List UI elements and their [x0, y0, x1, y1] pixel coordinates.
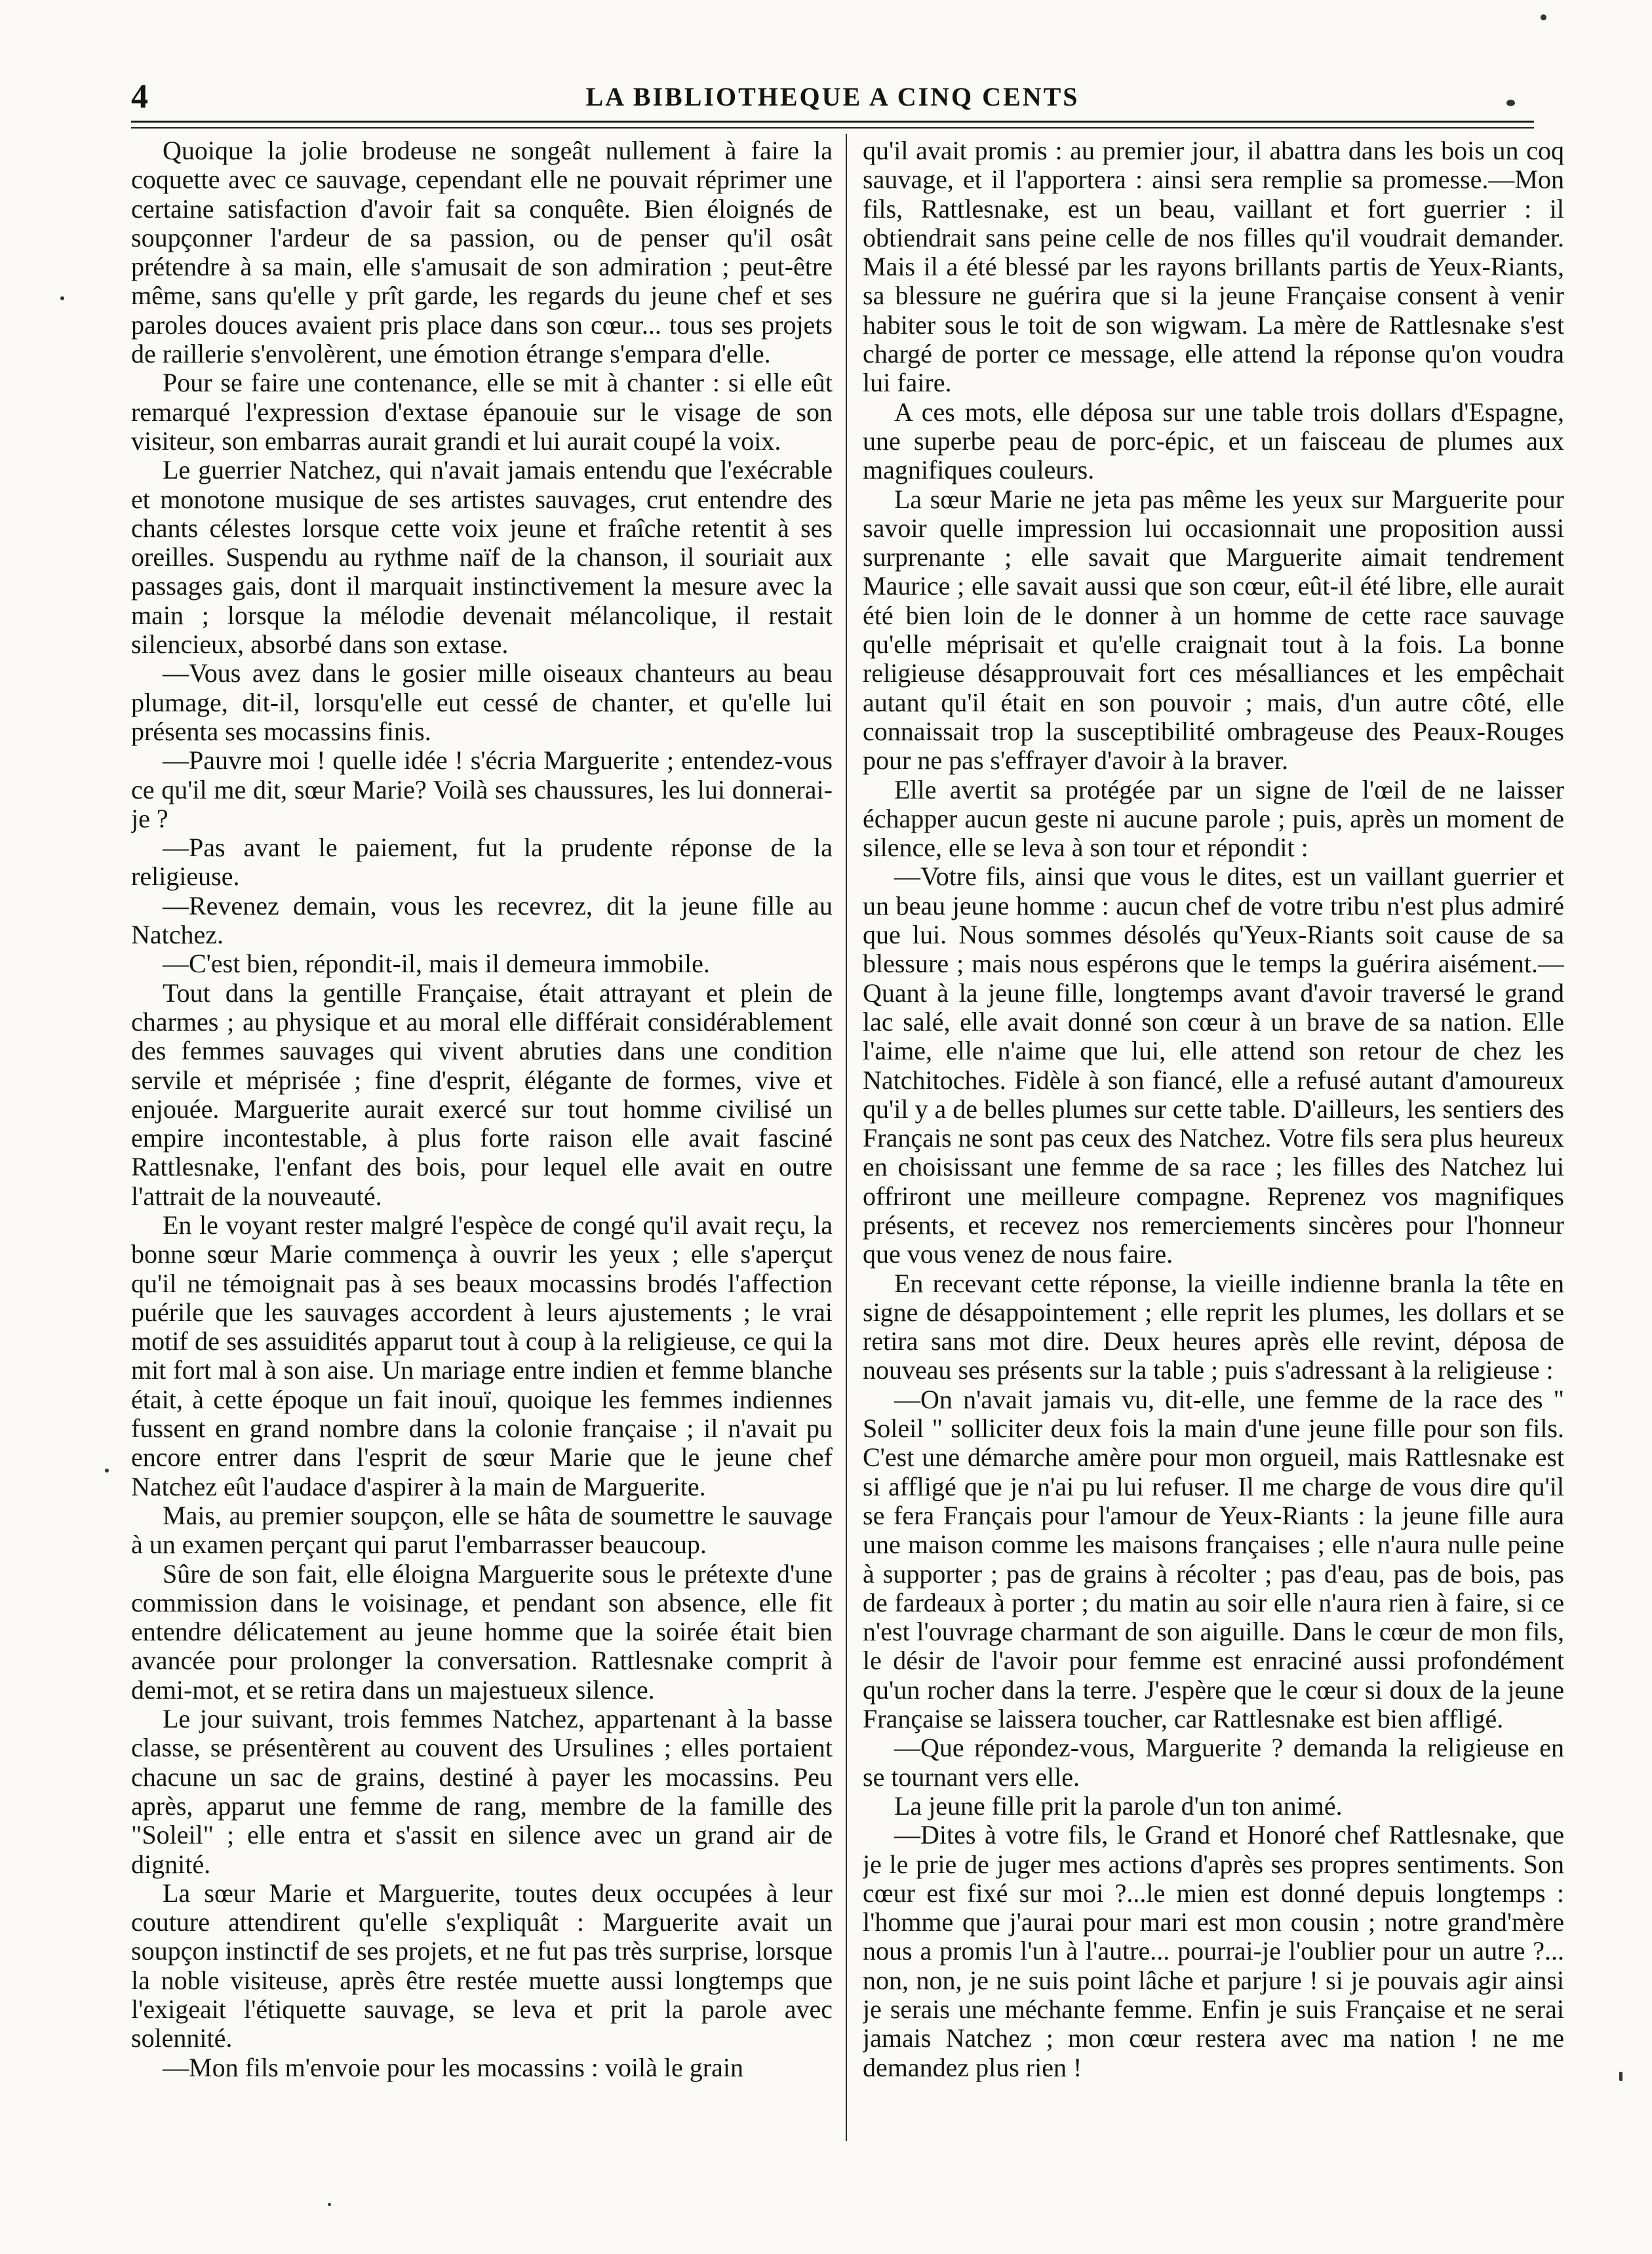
paragraph: —Mon fils m'envoie pour les mocassins : voilà le grain [163, 2052, 743, 2082]
paragraph: —Dites à votre fils, le Grand et Honoré chef Rattlesnake, que je le prie de juger mes actions d'après ses propres sentiments. Son cœur est fixé sur moi ?...le mien est donné depuis longtemps : l'homme que j'aurai pour mari est mon cousin ; notre grand'mère nous a promis l'un à l'autre... pourrai-je l'oublier pour un autre ?... non, non, je ne suis point lâche et parjure ! si je pouvais agir ainsi je serais une méchante femme. Enfin je suis Française et ne serai jamais Natchez ; mon cœur restera avec ma nation ! ne me demandez plus rien ! [863, 1820, 1564, 2082]
running-title: LA BIBLIOTHEQUE A CINQ CENTS [585, 82, 1080, 111]
paragraph: Tout dans la gentille Française, était attrayant et plein de charmes ; au physique et au moral elle différait considérablement des femmes sauvages qui vivent abruties dans une condition servile et méprisée ; fine d'esprit, élégante de formes, vive et enjouée. Marguerite aurait exercé sur tout homme civilisé un empire incontestable, à plus forte raison elle avait fasciné Rattlesnake, l'enfant des bois, pour lequel elle avait en outre l'attrait de la nouveauté. [131, 978, 833, 1211]
paragraph: Le guerrier Natchez, qui n'avait jamais entendu que l'exécrable et monotone musique de ses artistes sauvages, crut entendre des chants célestes lorsque cette voix jeune et fraîche retentit à ses oreilles. Suspendu au rythme naïf de la chanson, il souriait aux passages gais, dont il marquait instinctivement la mesure avec la main ; lorsque la mélodie devenait mélancolique, il restait silencieux, absorbé dans son extase. [131, 455, 833, 660]
header-rule-thin [131, 127, 1534, 129]
paragraph: En recevant cette réponse, la vieille indienne branla la tête en signe de désappointement ; elle reprit les plumes, les dollars et se retira sans mot dire. Deux heures après elle revint, déposa de nouveau ses présents sur la table ; puis s'adressant à la religieuse : [863, 1268, 1564, 1385]
paragraph: qu'il avait promis : au premier jour, il abattra dans les bois un coq sauvage, et il l'apportera : ainsi sera remplie sa promesse.—Mon fils, Rattlesnake, est un beau, vaillant et fort guerrier : il obtiendrait sans peine celle de nos filles qu'il voudrait demander. Mais il a été blessé par les rayons brillants partis de Yeux-Riants, sa blessure ne guérira que si la jeune Française consent à venir habiter sous le toit de son wigwam. La mère de Rattlesnake s'est chargé de porter ce message, elle attend la réponse qu'on voudra lui faire. [863, 136, 1564, 398]
page-header [131, 77, 1534, 117]
page-number: 4 [131, 78, 148, 115]
paragraph: —C'est bien, répondit-il, mais il demeura immobile. [163, 949, 710, 979]
header-rule [131, 121, 1534, 123]
paragraph: La sœur Marie ne jeta pas même les yeux sur Marguerite pour savoir quelle impression lui occasionnait une proposition aussi surprenante ; elle savait que Marguerite aimait tendrement Maurice ; elle savait aussi que son cœur, eût-il été libre, elle aurait été bien loin de le donner à un homme de cette race sauvage qu'elle méprisait et qu'elle craignait tout à la fois. La bonne religieuse désapprouvait fort ces mésalliances et les empêchait autant qu'il était en son pouvoir ; mais, d'un autre côté, elle connaissait trop la susceptibilité ombrageuse des Peaux-Rouges pour ne pas s'effrayer d'avoir à la braver. [863, 484, 1564, 776]
paragraph: En le voyant rester malgré l'espèce de congé qu'il avait reçu, la bonne sœur Marie commença à ouvrir les yeux ; elle s'aperçut qu'il ne témoignait pas à ses beaux mocassins brodés l'affection puérile que les sauvages accordent à leurs ajustements ; le vrai motif de ses assuidités apparut tout à coup à la religieuse, ce qui la mit fort mal à son aise. Un mariage entre indien et femme blanche était, à cette époque un fait inouï, quoique les femmes indiennes fussent en grand nombre dans la colonie française ; il n'avait pu encore entrer dans l'esprit de sœur Marie que le jeune chef Natchez eût l'audace d'aspirer à la main de Marguerite. [131, 1210, 833, 1501]
ink-speck [105, 1469, 109, 1473]
paragraph: Sûre de son fait, elle éloigna Marguerite sous le prétexte d'une commission dans le voisinage, et pendant son absence, elle fit entendre délicatement au jeune homme que la soirée était bien avancée pour prolonger la conversation. Rattlesnake comprit à demi-mot, et se retira dans un majestueux silence. [131, 1558, 833, 1705]
paragraph: A ces mots, elle déposa sur une table trois dollars d'Espagne, une superbe peau de porc-épic, et un faisceau de plumes aux magnifiques couleurs. [863, 397, 1564, 485]
ink-speck [328, 2203, 331, 2206]
paragraph: —Revenez demain, vous les recevrez, dit la jeune fille au Natchez. [131, 890, 833, 950]
paragraph: Pour se faire une contenance, elle se mit à chanter : si elle eût remarqué l'expression d'extase épanouie sur le visage de son visiteur, son embarras aurait grandi et lui aurait coupé la voix. [131, 368, 833, 456]
column-divider [846, 134, 847, 2141]
paragraph: —Votre fils, ainsi que vous le dites, est un vaillant guerrier et un beau jeune homme : aucun chef de votre tribu n'est plus admiré que lui. Nous sommes désolés qu'Yeux-Riants soit cause de sa blessure ; mais nous espérons que le temps la guérira aisément.—Quant à la jeune fille, longtemps avant d'avoir traversé le grand lac salé, elle avait donné son cœur à un brave de sa nation. Elle l'aime, elle n'aime que lui, elle attend son retour de chez les Natchitoches. Fidèle à son fiancé, elle a refusé autant d'amoureux qu'il y a de belles plumes sur cette table. D'ailleurs, les sentiers des Français ne sont pas ceux des Natchez. Votre fils sera plus heureux en choisissant une femme de sa race ; les filles des Natchez lui offriront une meilleure compagne. Reprenez vos magnifiques présents, et recevez nos remerciements sincères pour l'honneur que vous venez de nous faire. [863, 861, 1564, 1269]
paragraph: La sœur Marie et Marguerite, toutes deux occupées à leur couture attendirent qu'elle s'expliquât : Marguerite avait un soupçon instinctif de ses projets, et ne fut pas très surprise, lorsque la noble visiteuse, après être restée muette aussi longtemps que l'exigeait l'étiquette sauvage, se leva et prit la parole avec solennité. [131, 1878, 833, 2053]
paragraph: —Que répondez-vous, Marguerite ? demanda la religieuse en se tournant vers elle. [863, 1733, 1564, 1792]
ink-speck [1506, 100, 1515, 106]
paragraph: La jeune fille prit la parole d'un ton animé. [894, 1790, 1343, 1821]
paragraph: Quoique la jolie brodeuse ne songeât nullement à faire la coquette avec ce sauvage, cependant elle ne pouvait réprimer une certaine satisfaction d'avoir fait sa conquête. Bien éloignés de soupçonner l'ardeur de sa passion, ou de penser qu'il osât prétendre à sa main, elle s'amusait de son admiration ; peut-être même, sans qu'elle y prît garde, les regards du jeune chef et ses paroles douces avaient pris place dans son cœur... tous ses projets de raillerie s'envolèrent, une émotion étrange s'empara d'elle. [131, 136, 833, 369]
paragraph: —On n'avait jamais vu, dit-elle, une femme de la race des " Soleil " solliciter deux fois la main d'une jeune fille pour son fils. C'est une démarche amère pour mon orgueil, mais Rattlesnake est si affligé que je n'ai pu lui refuser. Il me charge de vous dire qu'il se fera Français pour l'amour de Yeux-Riants : la jeune fille aura une maison comme les maisons françaises ; elle n'aura nulle peine à supporter ; pas de grains à récolter ; pas d'eau, pas de bois, pas de fardeaux à porter ; du matin au soir elle n'aura rien à faire, si ce n'est l'ouvrage charmant de son aiguille. Dans le cœur de mon fils, le désir de l'avoir pour femme est enraciné aussi profondément qu'un rocher dans la terre. J'espère que le cœur si doux de la jeune Française se laissera toucher, car Rattlesnake est bien affligé. [863, 1384, 1564, 1734]
ink-speck [1541, 14, 1546, 20]
paragraph: —Pas avant le paiement, fut la prudente réponse de la religieuse. [131, 833, 833, 892]
left-column [131, 136, 833, 2143]
paragraph: —Vous avez dans le gosier mille oiseaux chanteurs au beau plumage, dit-il, lorsqu'elle eut cessé de chanter, et qu'elle lui présenta ses mocassins finis. [131, 658, 833, 746]
paragraph: Le jour suivant, trois femmes Natchez, appartenant à la basse classe, se présentèrent au couvent des Ursulines ; elles portaient chacune un sac de grains, destiné à payer les mocassins. Peu après, apparut une femme de rang, membre de la famille des "Soleil" ; elle entra et s'assit en silence avec un grand air de dignité. [131, 1704, 833, 1879]
right-column [863, 136, 1564, 2143]
ink-speck [1619, 2072, 1622, 2081]
ink-speck [60, 296, 64, 300]
paragraph: —Pauvre moi ! quelle idée ! s'écria Marguerite ; entendez-vous ce qu'il me dit, sœur Marie? Voilà ses chaussures, les lui donnerai-je ? [131, 745, 833, 833]
paragraph: Mais, au premier soupçon, elle se hâta de soumettre le sauvage à un examen perçant qui parut l'embarrasser beaucoup. [131, 1500, 833, 1560]
paragraph: Elle avertit sa protégée par un signe de l'œil de ne laisser échapper aucun geste ni aucune parole ; puis, après un moment de silence, elle se leva à son tour et répondit : [863, 774, 1564, 863]
